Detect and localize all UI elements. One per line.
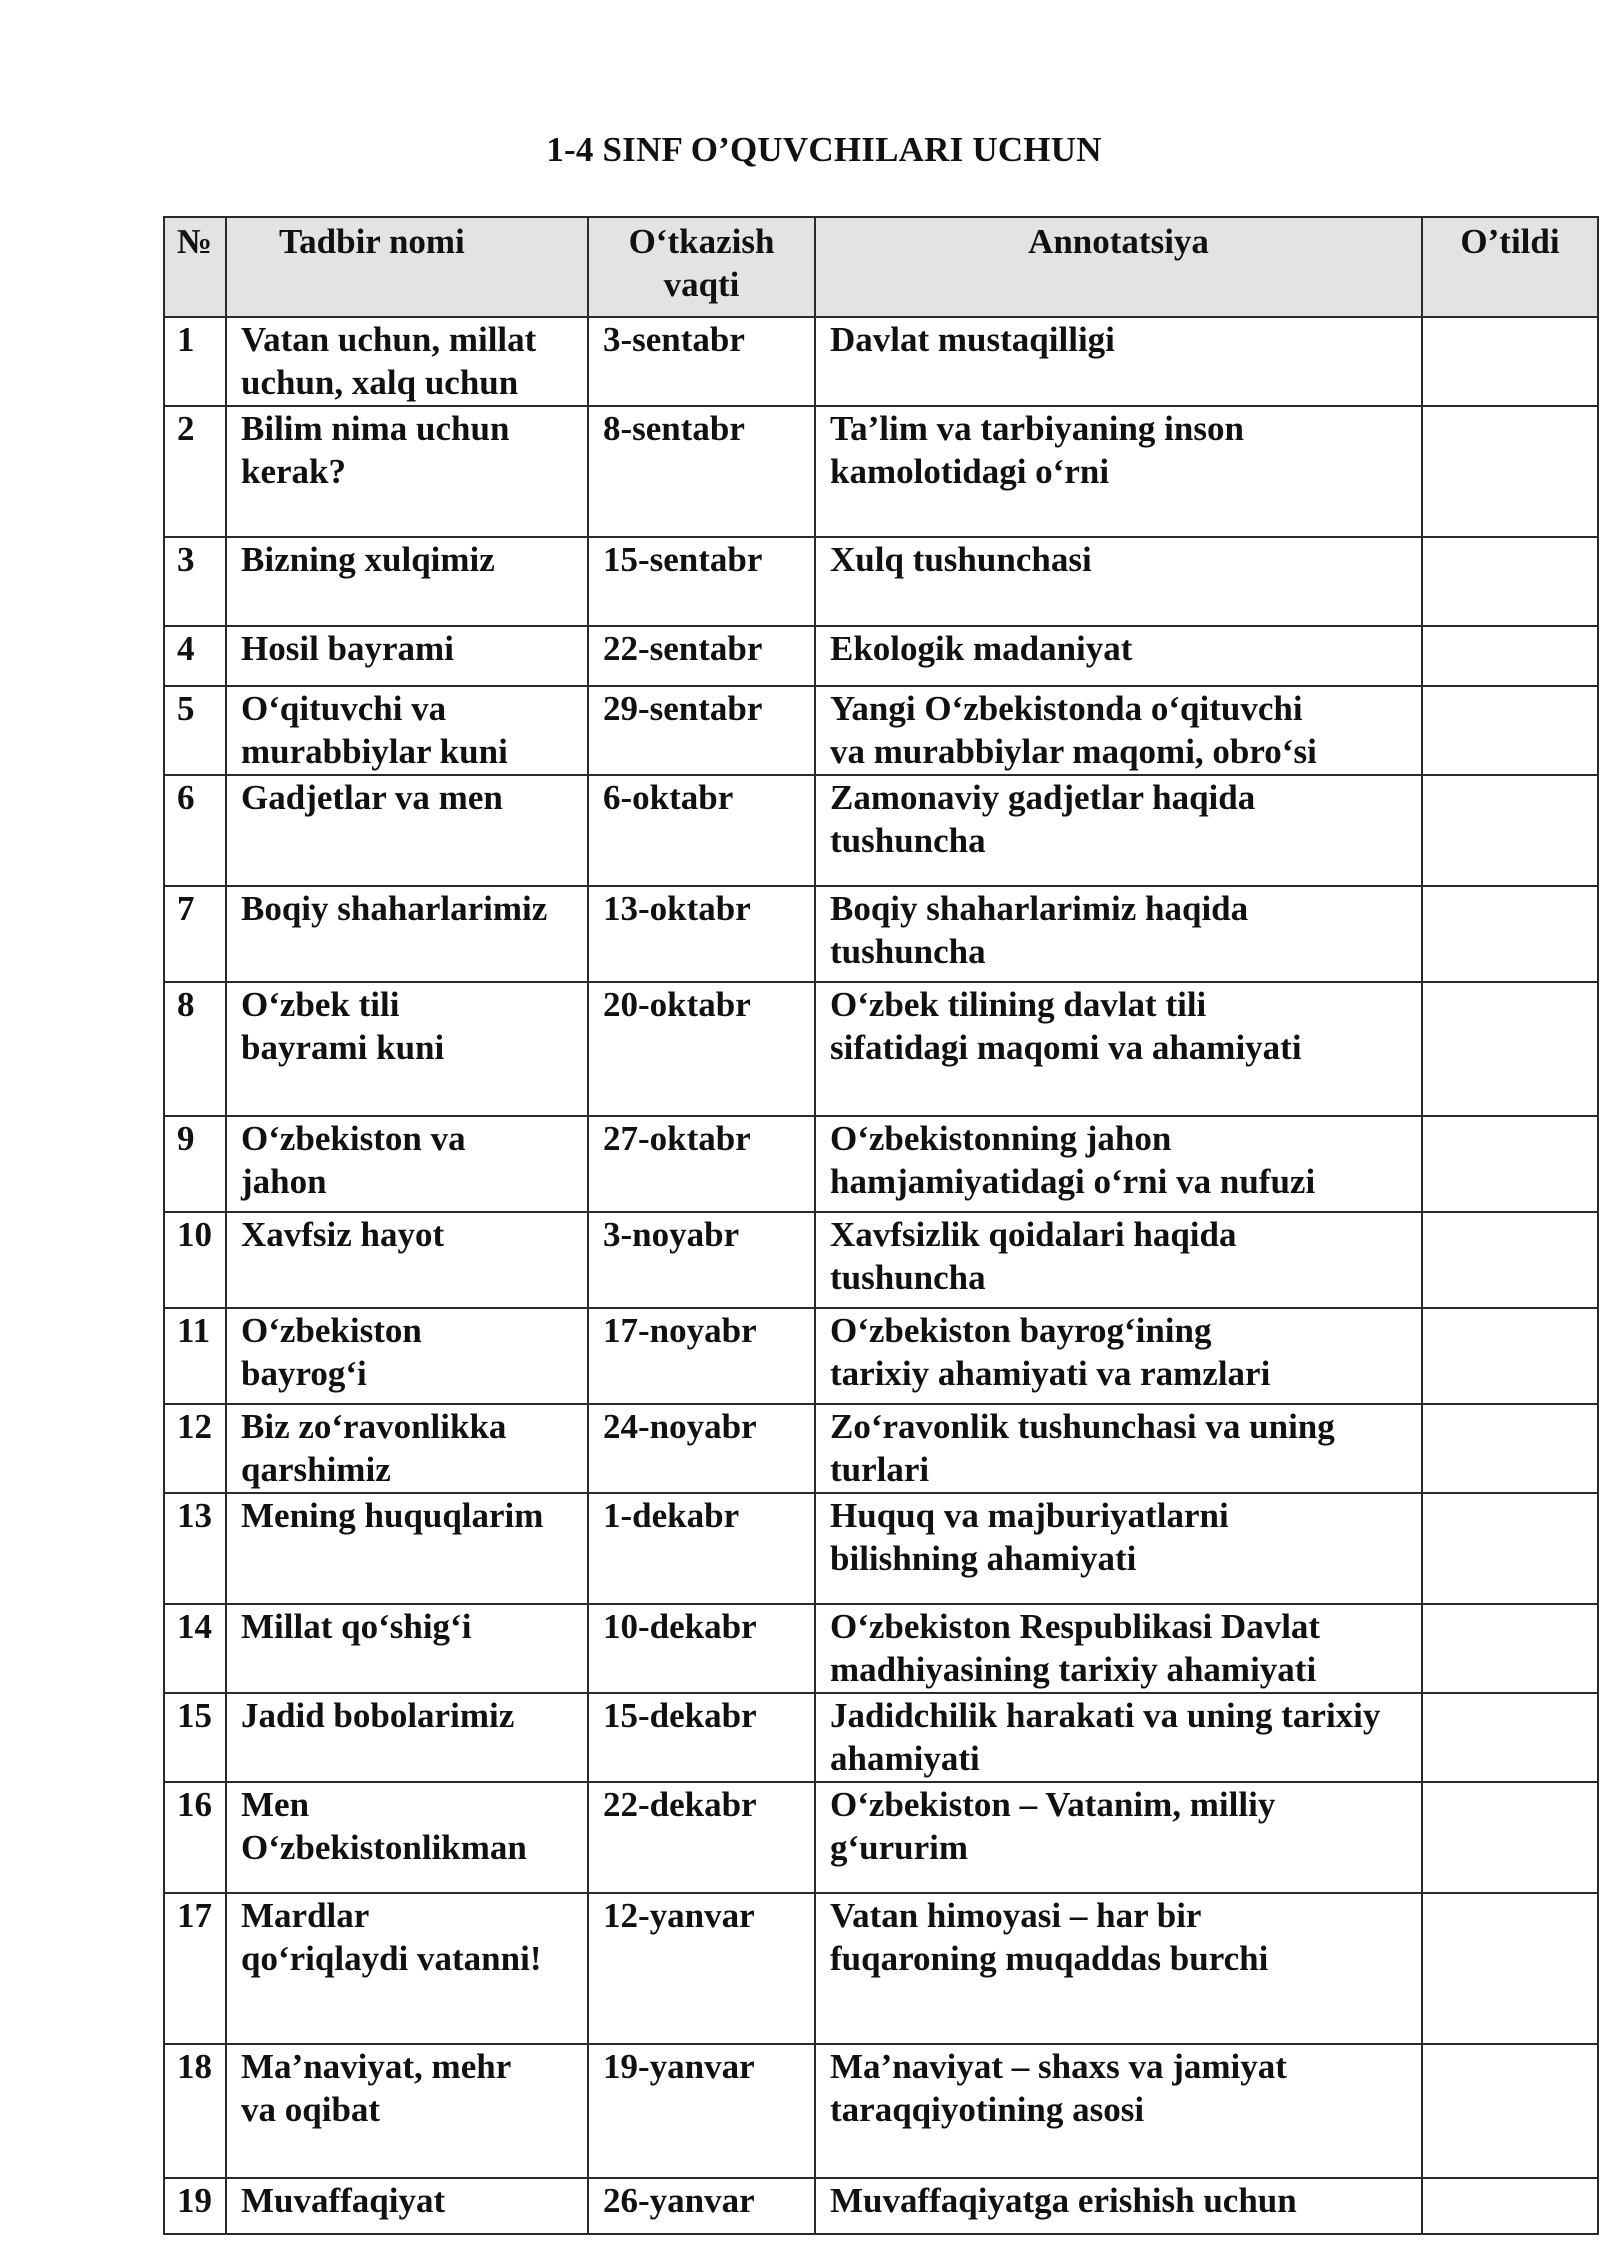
event-annotation bbox=[815, 1212, 1422, 1308]
event-annotation bbox=[815, 406, 1422, 537]
row-number bbox=[164, 886, 226, 982]
row-number-text: 17 bbox=[177, 1896, 212, 1935]
event-date-text: 15-sentabr bbox=[603, 540, 763, 579]
event-date-text: 13-oktabr bbox=[603, 889, 751, 928]
done-mark bbox=[1422, 2044, 1598, 2178]
table-row bbox=[164, 886, 1598, 982]
event-date bbox=[588, 406, 815, 537]
table-row bbox=[164, 1212, 1598, 1308]
event-date-text: 24-noyabr bbox=[603, 1407, 757, 1446]
page-title: 1-4 SINF O’QUVCHILARI UCHUN bbox=[546, 130, 1102, 169]
row-number bbox=[164, 1493, 226, 1604]
event-date bbox=[588, 686, 815, 775]
done-mark bbox=[1422, 1782, 1598, 1893]
event-annotation-text: Jadidchilik harakati va uning tarixiy ahamiyati bbox=[830, 1696, 1381, 1778]
event-annotation-text: Huquq va majburiyatlarni bilishning ahamiyati bbox=[830, 1496, 1229, 1578]
table-row bbox=[164, 1782, 1598, 1893]
header-done: O’tildi bbox=[1422, 217, 1598, 317]
event-name bbox=[226, 1493, 588, 1604]
event-date bbox=[588, 886, 815, 982]
table-row bbox=[164, 2178, 1598, 2234]
event-annotation-text: Yangi O‘zbekistonda o‘qituvchi va murabbiylar maqomi, obro‘si bbox=[830, 689, 1317, 771]
table-row bbox=[164, 775, 1598, 886]
event-annotation-text: Vatan himoyasi – har bir fuqaroning muqaddas burchi bbox=[830, 1896, 1269, 1978]
row-number bbox=[164, 982, 226, 1116]
event-name-text: O‘zbekiston bayrog‘i bbox=[241, 1311, 422, 1393]
event-name bbox=[226, 982, 588, 1116]
row-number bbox=[164, 1116, 226, 1212]
row-number bbox=[164, 1404, 226, 1493]
event-date-text: 22-dekabr bbox=[603, 1785, 757, 1824]
event-date-text: 17-noyabr bbox=[603, 1311, 757, 1350]
done-mark bbox=[1422, 1604, 1598, 1693]
done-mark bbox=[1422, 1308, 1598, 1404]
event-annotation-text: Xulq tushunchasi bbox=[830, 540, 1092, 579]
event-date-text: 15-dekabr bbox=[603, 1696, 757, 1735]
done-mark bbox=[1422, 886, 1598, 982]
event-name bbox=[226, 2178, 588, 2234]
event-name-text: Mening huquqlarim bbox=[241, 1496, 544, 1535]
row-number-text: 4 bbox=[177, 629, 195, 668]
header-date: O‘tkazish vaqti bbox=[588, 217, 815, 317]
done-mark bbox=[1422, 686, 1598, 775]
table-row bbox=[164, 406, 1598, 537]
row-number-text: 8 bbox=[177, 985, 195, 1024]
row-number-text: 12 bbox=[177, 1407, 212, 1446]
event-annotation-text: Boqiy shaharlarimiz haqida tushuncha bbox=[830, 889, 1249, 971]
event-date-text: 1-dekabr bbox=[603, 1496, 740, 1535]
row-number-text: 13 bbox=[177, 1496, 212, 1535]
event-name-text: Mardlar qo‘riqlaydi vatanni! bbox=[241, 1896, 542, 1978]
event-name-text: Muvaffaqiyat bbox=[241, 2181, 446, 2220]
table-row bbox=[164, 982, 1598, 1116]
event-date-text: 3-noyabr bbox=[603, 1215, 740, 1254]
event-annotation bbox=[815, 1693, 1422, 1782]
row-number bbox=[164, 1212, 226, 1308]
row-number-text: 16 bbox=[177, 1785, 212, 1824]
row-number-text: 11 bbox=[177, 1311, 211, 1350]
row-number-text: 5 bbox=[177, 689, 195, 728]
event-date bbox=[588, 1493, 815, 1604]
event-annotation-text: Davlat mustaqilligi bbox=[830, 320, 1115, 359]
row-number bbox=[164, 2178, 226, 2234]
event-name bbox=[226, 686, 588, 775]
event-annotation bbox=[815, 982, 1422, 1116]
done-mark bbox=[1422, 1693, 1598, 1782]
table-row bbox=[164, 317, 1598, 406]
table-row bbox=[164, 1893, 1598, 2044]
done-mark bbox=[1422, 2178, 1598, 2234]
event-annotation bbox=[815, 1493, 1422, 1604]
event-name bbox=[226, 317, 588, 406]
done-mark bbox=[1422, 317, 1598, 406]
event-annotation-text: Ma’naviyat – shaxs va jamiyat taraqqiyotining asosi bbox=[830, 2047, 1287, 2129]
event-annotation bbox=[815, 1308, 1422, 1404]
event-name bbox=[226, 1693, 588, 1782]
event-annotation bbox=[815, 1604, 1422, 1693]
event-name-text: Jadid bobolarimiz bbox=[241, 1696, 515, 1735]
row-number-text: 14 bbox=[177, 1607, 212, 1646]
row-number-text: 3 bbox=[177, 540, 195, 579]
events-table bbox=[163, 216, 1599, 2235]
event-name bbox=[226, 1308, 588, 1404]
event-date-text: 20-oktabr bbox=[603, 985, 751, 1024]
done-mark bbox=[1422, 1212, 1598, 1308]
table-row bbox=[164, 1404, 1598, 1493]
event-date-text: 12-yanvar bbox=[603, 1896, 755, 1935]
event-name bbox=[226, 1404, 588, 1493]
event-annotation-text: O‘zbekistonning jahon hamjamiyatidagi o‘rni va nufuzi bbox=[830, 1119, 1316, 1201]
event-date-text: 26-yanvar bbox=[603, 2181, 755, 2220]
event-date bbox=[588, 317, 815, 406]
event-name-text: Millat qo‘shig‘i bbox=[241, 1607, 472, 1646]
done-mark bbox=[1422, 1893, 1598, 2044]
table-row bbox=[164, 626, 1598, 686]
done-mark bbox=[1422, 982, 1598, 1116]
row-number bbox=[164, 1604, 226, 1693]
row-number-text: 15 bbox=[177, 1696, 212, 1735]
event-date-text: 8-sentabr bbox=[603, 409, 745, 448]
event-name-text: O‘qituvchi va murabbiylar kuni bbox=[241, 689, 508, 771]
event-date bbox=[588, 1308, 815, 1404]
event-name bbox=[226, 886, 588, 982]
header-event-name: Tadbir nomi bbox=[226, 217, 588, 317]
event-date bbox=[588, 982, 815, 1116]
event-date-text: 27-oktabr bbox=[603, 1119, 751, 1158]
event-annotation bbox=[815, 1893, 1422, 2044]
event-annotation-text: O‘zbekiston Respublikasi Davlat madhiyasining tarixiy ahamiyati bbox=[830, 1607, 1321, 1689]
header-number: № bbox=[164, 217, 226, 317]
table-row bbox=[164, 1116, 1598, 1212]
event-annotation-text: Zo‘ravonlik tushunchasi va uning turlari bbox=[830, 1407, 1335, 1489]
event-annotation-text: O‘zbek tilining davlat tili sifatidagi maqomi va ahamiyati bbox=[830, 985, 1302, 1067]
event-name bbox=[226, 626, 588, 686]
event-annotation bbox=[815, 1782, 1422, 1893]
event-name-text: Hosil bayrami bbox=[241, 629, 454, 668]
table-row bbox=[164, 1308, 1598, 1404]
event-name bbox=[226, 1116, 588, 1212]
event-date bbox=[588, 1116, 815, 1212]
done-mark bbox=[1422, 775, 1598, 886]
event-annotation bbox=[815, 686, 1422, 775]
event-name-text: Gadjetlar va men bbox=[241, 778, 503, 817]
event-date-text: 3-sentabr bbox=[603, 320, 745, 359]
event-date bbox=[588, 626, 815, 686]
event-name-text: Vatan uchun, millat uchun, xalq uchun bbox=[241, 320, 537, 402]
event-annotation-text: Ta’lim va tarbiyaning inson kamolotidagi o‘rni bbox=[830, 409, 1244, 491]
event-date bbox=[588, 1212, 815, 1308]
event-date bbox=[588, 2178, 815, 2234]
row-number bbox=[164, 775, 226, 886]
event-name bbox=[226, 1782, 588, 1893]
table-row bbox=[164, 1693, 1598, 1782]
row-number bbox=[164, 686, 226, 775]
row-number bbox=[164, 406, 226, 537]
event-date bbox=[588, 775, 815, 886]
row-number bbox=[164, 2044, 226, 2178]
event-date bbox=[588, 1604, 815, 1693]
row-number-text: 7 bbox=[177, 889, 195, 928]
event-annotation-text: Ekologik madaniyat bbox=[830, 629, 1133, 668]
row-number bbox=[164, 1782, 226, 1893]
row-number bbox=[164, 1893, 226, 2044]
event-name-text: Boqiy shaharlarimiz bbox=[241, 889, 548, 928]
event-date bbox=[588, 1893, 815, 2044]
row-number-text: 10 bbox=[177, 1215, 212, 1254]
row-number bbox=[164, 1308, 226, 1404]
table-row bbox=[164, 1493, 1598, 1604]
done-mark bbox=[1422, 1404, 1598, 1493]
done-mark bbox=[1422, 537, 1598, 626]
event-annotation-text: Muvaffaqiyatga erishish uchun bbox=[830, 2181, 1297, 2220]
event-name-text: O‘zbekiston va jahon bbox=[241, 1119, 466, 1201]
row-number bbox=[164, 537, 226, 626]
event-annotation bbox=[815, 1116, 1422, 1212]
event-name-text: Xavfsiz hayot bbox=[241, 1215, 445, 1254]
event-annotation bbox=[815, 1404, 1422, 1493]
event-date bbox=[588, 2044, 815, 2178]
event-date bbox=[588, 1404, 815, 1493]
event-date-text: 22-sentabr bbox=[603, 629, 763, 668]
done-mark bbox=[1422, 1116, 1598, 1212]
row-number bbox=[164, 1693, 226, 1782]
event-annotation bbox=[815, 2044, 1422, 2178]
event-name bbox=[226, 537, 588, 626]
event-annotation-text: O‘zbekiston bayrog‘ining tarixiy ahamiyati va ramzlari bbox=[830, 1311, 1271, 1393]
row-number-text: 1 bbox=[177, 320, 195, 359]
table-row bbox=[164, 2044, 1598, 2178]
row-number bbox=[164, 626, 226, 686]
event-name bbox=[226, 775, 588, 886]
event-name bbox=[226, 2044, 588, 2178]
event-name bbox=[226, 406, 588, 537]
event-annotation bbox=[815, 626, 1422, 686]
row-number-text: 19 bbox=[177, 2181, 212, 2220]
event-annotation-text: O‘zbekiston – Vatanim, milliy g‘ururim bbox=[830, 1785, 1276, 1867]
row-number-text: 2 bbox=[177, 409, 195, 448]
event-name-text: Ma’naviyat, mehr va oqibat bbox=[241, 2047, 512, 2129]
event-date-text: 10-dekabr bbox=[603, 1607, 757, 1646]
event-date bbox=[588, 537, 815, 626]
row-number-text: 9 bbox=[177, 1119, 195, 1158]
event-date-text: 6-oktabr bbox=[603, 778, 734, 817]
table-row bbox=[164, 686, 1598, 775]
table-row bbox=[164, 537, 1598, 626]
event-annotation-text: Xavfsizlik qoidalari haqida tushuncha bbox=[830, 1215, 1237, 1297]
done-mark bbox=[1422, 626, 1598, 686]
row-number bbox=[164, 317, 226, 406]
row-number-text: 18 bbox=[177, 2047, 212, 2086]
done-mark bbox=[1422, 1493, 1598, 1604]
event-annotation-text: Zamonaviy gadjetlar haqida tushuncha bbox=[830, 778, 1256, 860]
event-date bbox=[588, 1693, 815, 1782]
event-date bbox=[588, 1782, 815, 1893]
event-name bbox=[226, 1604, 588, 1693]
event-annotation bbox=[815, 886, 1422, 982]
row-number-text: 6 bbox=[177, 778, 195, 817]
table-header-row bbox=[164, 217, 1598, 317]
event-name-text: Bizning xulqimiz bbox=[241, 540, 495, 579]
event-annotation bbox=[815, 317, 1422, 406]
table-row bbox=[164, 1604, 1598, 1693]
event-annotation bbox=[815, 537, 1422, 626]
done-mark bbox=[1422, 406, 1598, 537]
event-date-text: 19-yanvar bbox=[603, 2047, 755, 2086]
event-name bbox=[226, 1893, 588, 2044]
event-name-text: Biz zo‘ravonlikka qarshimiz bbox=[241, 1407, 507, 1489]
event-name-text: Bilim nima uchun kerak? bbox=[241, 409, 510, 491]
event-name bbox=[226, 1212, 588, 1308]
event-annotation bbox=[815, 775, 1422, 886]
event-date-text: 29-sentabr bbox=[603, 689, 763, 728]
event-name-text: Men O‘zbekistonlikman bbox=[241, 1785, 527, 1867]
event-name-text: O‘zbek tili bayrami kuni bbox=[241, 985, 445, 1067]
event-annotation bbox=[815, 2178, 1422, 2234]
header-annotation: Annotatsiya bbox=[815, 217, 1422, 317]
